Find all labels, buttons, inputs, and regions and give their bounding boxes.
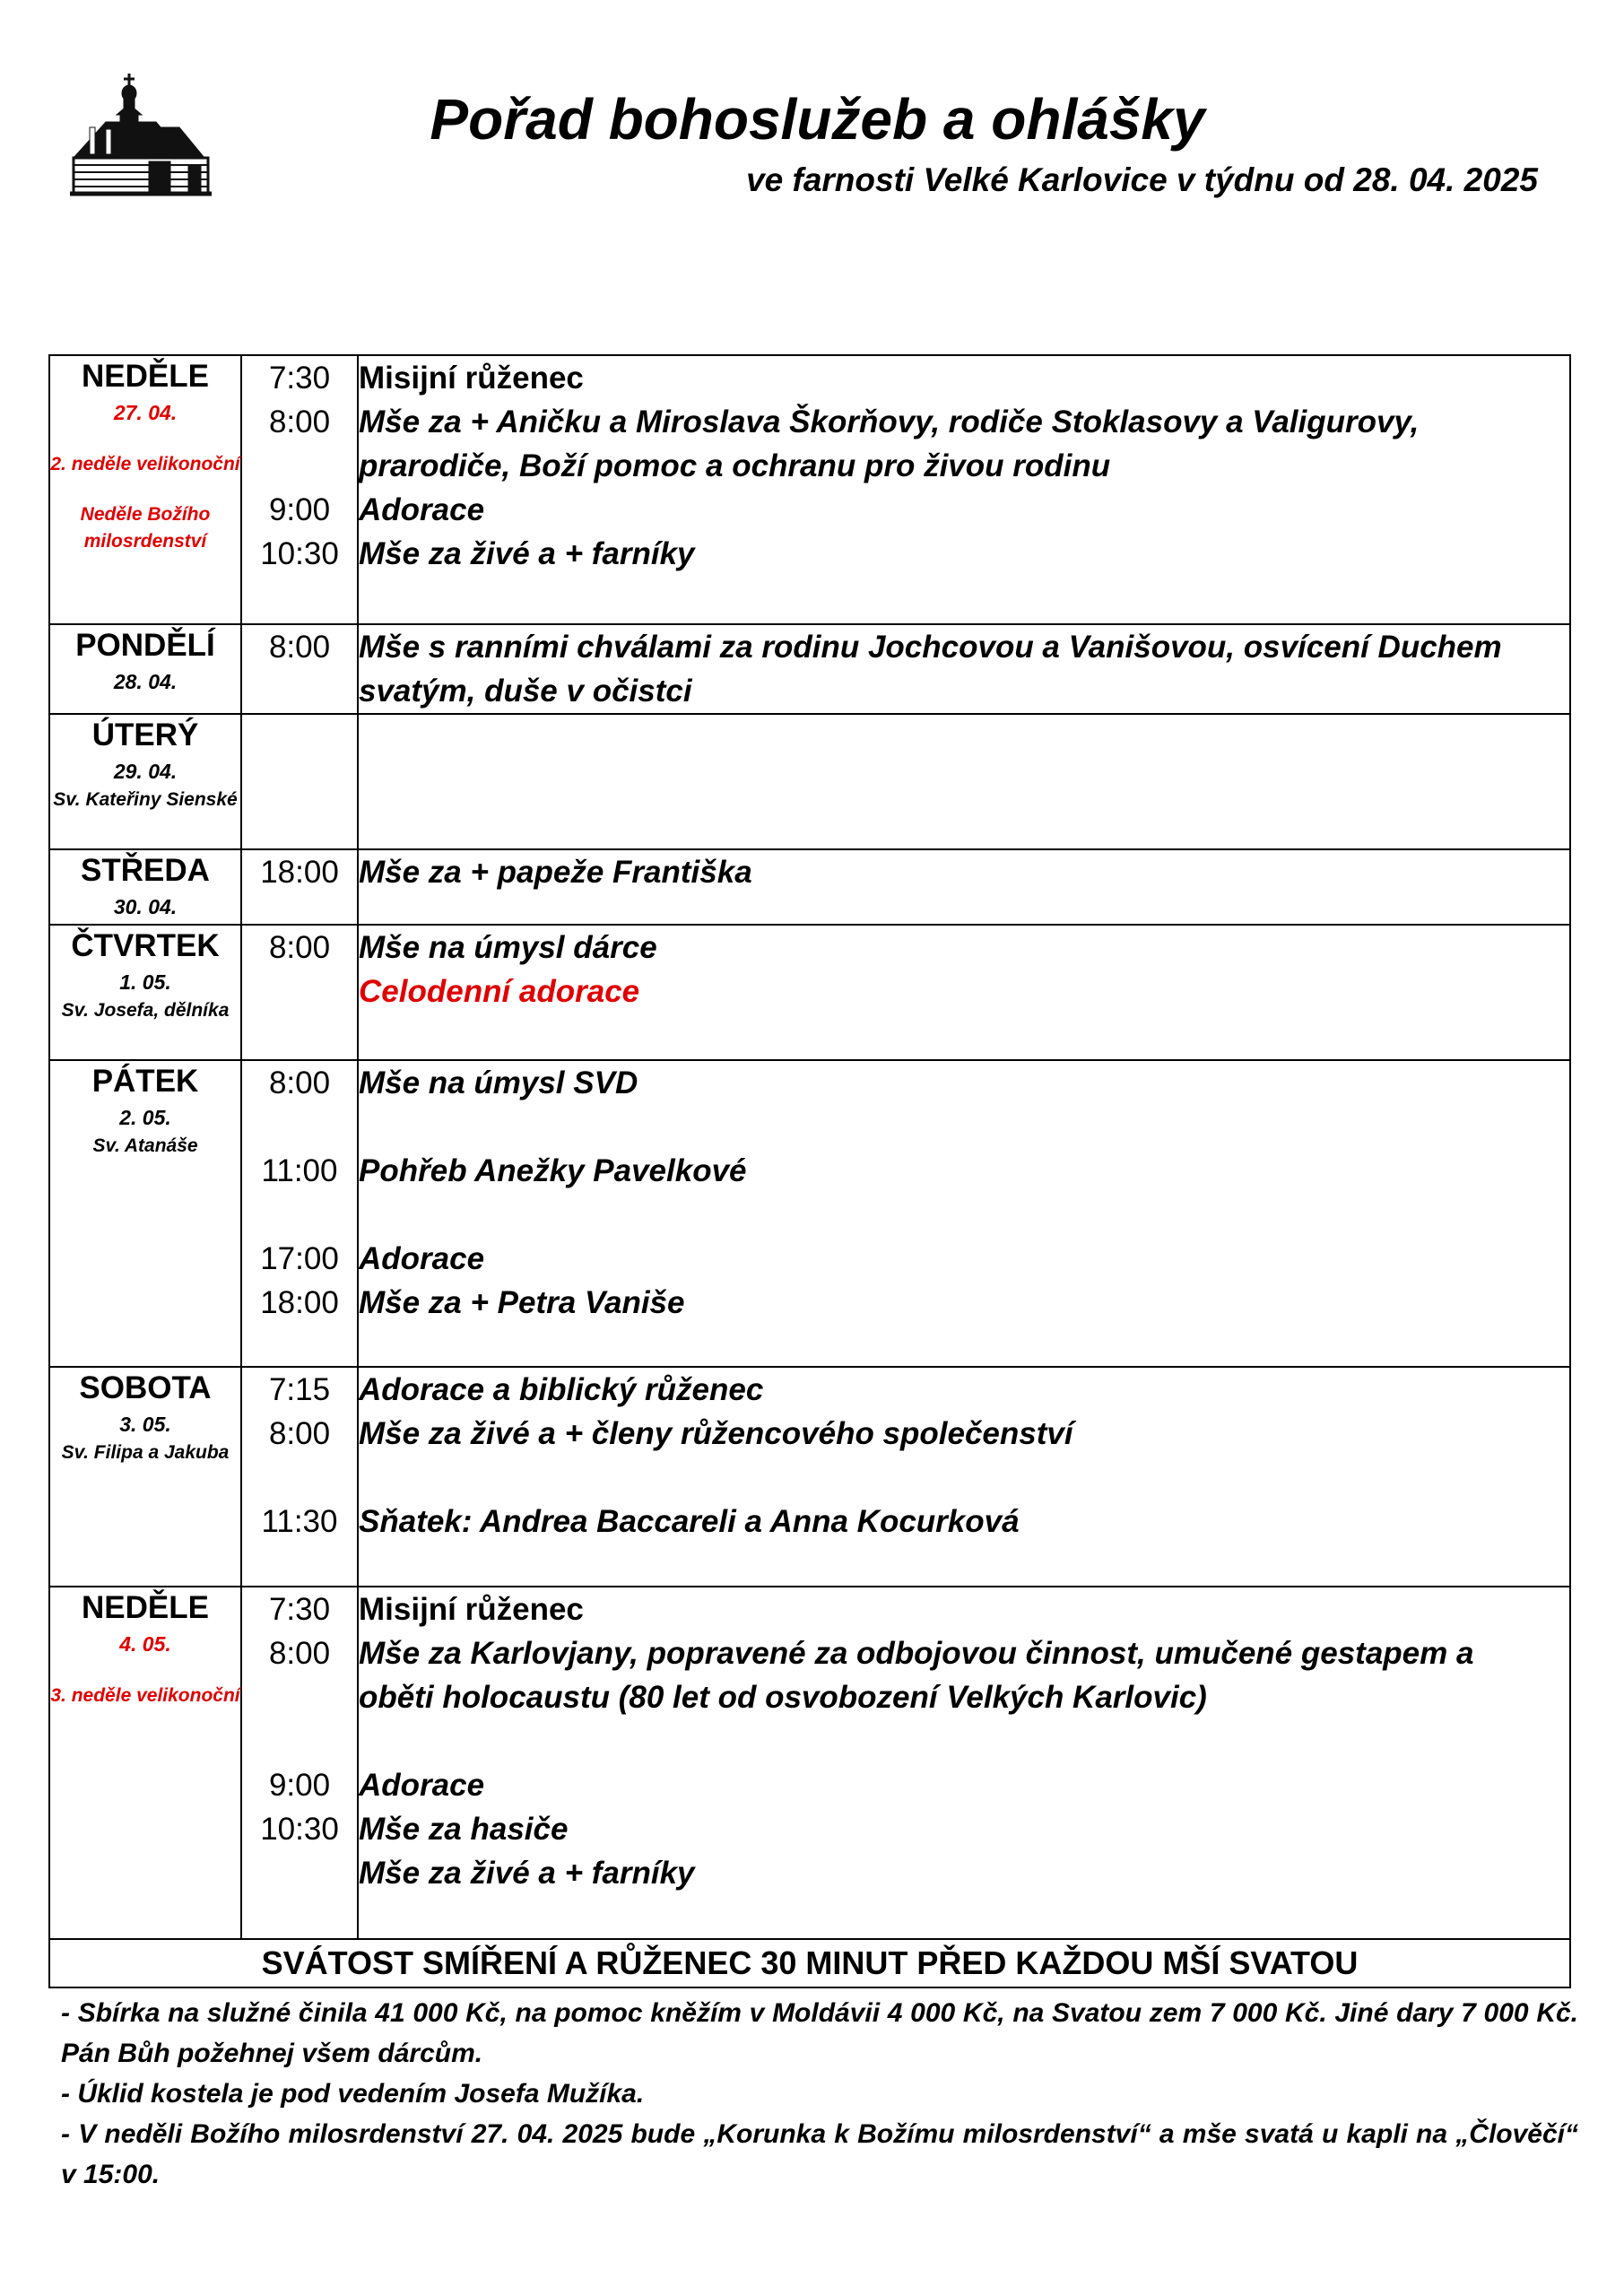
service-description: Adorace	[359, 1768, 485, 1803]
announcements	[61, 1993, 1578, 2195]
day-date: 29. 04.	[113, 760, 178, 783]
service-time: 8:00	[268, 1416, 331, 1451]
service-time: 8:00	[268, 1065, 331, 1100]
day-date: 2. 05.	[119, 1106, 171, 1129]
day-feast-note: 3. neděle velikonoční	[50, 1685, 240, 1706]
events-cell	[358, 925, 1570, 1060]
events-cell	[358, 849, 1570, 925]
day-row	[49, 1587, 1570, 1939]
service-time: 18:00	[260, 1285, 339, 1320]
service-time: 10:30	[260, 536, 339, 571]
day-cell	[49, 1587, 241, 1939]
day-name: NEDĚLE	[82, 359, 209, 394]
service-time: 9:00	[268, 1768, 331, 1803]
events-cell	[358, 714, 1570, 849]
day-date: 1. 05.	[119, 970, 171, 994]
service-description: prarodiče, Boží pomoc a ochranu pro živou rodinu	[359, 448, 1111, 483]
day-cell	[49, 624, 241, 714]
service-time: 9:00	[268, 492, 331, 527]
times-cell	[241, 624, 358, 714]
spacer	[50, 478, 240, 501]
events-cell	[358, 1587, 1570, 1939]
service-description: Mše s ranními chválami za rodinu Jochcovou a Vanišovou, osvícení Duchem	[359, 630, 1502, 665]
day-cell	[49, 925, 241, 1060]
day-row	[49, 1060, 1570, 1367]
times-cell	[241, 714, 358, 849]
day-row	[49, 925, 1570, 1060]
service-description: Adorace	[359, 492, 485, 527]
events-cell	[358, 355, 1570, 624]
spacer	[242, 1675, 357, 1719]
times-cell	[241, 849, 358, 925]
service-time: 17:00	[260, 1241, 339, 1276]
spacer	[50, 428, 240, 451]
spacer	[242, 1456, 357, 1500]
day-name: SOBOTA	[79, 1370, 212, 1405]
service-time: 8:00	[268, 404, 331, 439]
service-time: 11:30	[261, 1504, 338, 1539]
service-description: Mše za + Petra Vaniše	[359, 1285, 685, 1320]
day-row	[49, 714, 1570, 849]
day-cell	[49, 1367, 241, 1587]
service-description: Mše za živé a + farníky	[359, 1856, 695, 1891]
service-description: Mše za hasiče	[359, 1812, 569, 1847]
spacer	[242, 1193, 357, 1237]
day-date: 27. 04.	[113, 401, 178, 424]
day-name: ÚTERÝ	[91, 718, 199, 752]
events-cell	[358, 624, 1570, 714]
announcement-cleaning: - Úklid kostela je pod vedením Josefa Mužíka.	[61, 2079, 645, 2109]
day-feast-note: Sv. Kateřiny Sienské	[53, 789, 238, 810]
day-name: PÁTEK	[91, 1064, 199, 1099]
day-feast-note: 2. neděle velikonoční	[50, 454, 240, 474]
day-date: 28. 04.	[113, 670, 178, 693]
spacer	[359, 1193, 1569, 1237]
service-time: 8:00	[268, 930, 331, 965]
day-name: NEDĚLE	[82, 1590, 209, 1625]
service-time: 11:00	[261, 1153, 338, 1188]
page-subtitle: ve farnosti Velké Karlovice v týdnu od 28. 04. 2025	[746, 161, 1538, 198]
day-cell	[49, 355, 241, 624]
spacer	[242, 1105, 357, 1149]
day-row	[49, 1367, 1570, 1587]
spacer	[359, 1105, 1569, 1149]
service-time: 7:15	[268, 1372, 331, 1407]
page-title: Pořad bohoslužeb a ohlášky	[430, 87, 1205, 152]
day-cell	[49, 714, 241, 849]
times-cell	[241, 1367, 358, 1587]
times-cell	[241, 1060, 358, 1367]
day-row	[49, 849, 1570, 925]
day-row	[49, 355, 1570, 624]
announcement-collection: - Sbírka na služné činila 41 000 Kč, na pomoc kněžím v Moldávii 4 000 Kč, na Svatou zem 7 000 Kč. Jiné dary 7 000 Kč. Pán Bůh požehnej všem dárcům.	[61, 1998, 1578, 2068]
day-cell	[49, 1060, 241, 1367]
service-description: oběti holocaustu (80 let od osvobození Velkých Karlovic)	[359, 1680, 1207, 1715]
day-name: ČTVRTEK	[71, 928, 220, 963]
service-time: 10:30	[260, 1812, 339, 1847]
spacer	[50, 1659, 240, 1683]
day-row	[49, 624, 1570, 714]
day-cell	[49, 849, 241, 925]
day-date: 30. 04.	[113, 895, 178, 918]
service-time: 7:30	[268, 361, 331, 396]
day-feast-note: Neděle Božího milosrdenství	[80, 504, 211, 552]
spacer	[359, 1719, 1569, 1763]
service-time: 18:00	[260, 855, 339, 890]
service-description: Adorace	[359, 1241, 485, 1276]
events-cell	[358, 1367, 1570, 1587]
spacer	[242, 444, 357, 488]
spacer	[359, 1456, 1569, 1500]
service-description: Mše za živé a + farníky	[359, 536, 695, 571]
schedule-table	[48, 354, 1571, 1988]
service-description: Misijní růženec	[359, 361, 584, 396]
service-description: Mše za + papeže Františka	[359, 855, 752, 890]
day-name: PONDĚLÍ	[75, 628, 215, 663]
announcement-divine-mercy: - V neděli Božího milosrdenství 27. 04. 2025 bude „Korunka k Božímu milosrdenství“ a mše svatá u kapli na „Člověčí“ v 15:00.	[61, 2119, 1578, 2189]
spacer	[242, 1851, 357, 1895]
events-cell	[358, 1060, 1570, 1367]
footer-row	[49, 1939, 1570, 1987]
spacer	[242, 1719, 357, 1763]
service-description: Adorace a biblický růženec	[359, 1372, 764, 1407]
service-time: 7:30	[268, 1592, 331, 1627]
service-time: 8:00	[268, 1636, 331, 1671]
service-description: Misijní růženec	[359, 1592, 584, 1627]
confession-rosary-note: SVÁTOST SMÍŘENÍ A RŮŽENEC 30 MINUT PŘED KAŽDOU MŠÍ SVATOU	[49, 1939, 1570, 1987]
day-feast-note: Sv. Filipa a Jakuba	[61, 1442, 230, 1463]
day-date: 3. 05.	[119, 1413, 171, 1436]
day-name: STŘEDA	[81, 853, 210, 888]
service-description: Mše na úmysl SVD	[359, 1065, 638, 1100]
service-description: Pohřeb Anežky Pavelkové	[359, 1153, 747, 1188]
day-date: 4. 05.	[119, 1632, 171, 1656]
service-time: 8:00	[268, 630, 331, 665]
service-description: Mše za + Aničku a Miroslava Škorňovy, rodiče Stoklasovy a Valigurovy,	[359, 404, 1420, 439]
times-cell	[241, 925, 358, 1060]
service-description: Mše na úmysl dárce	[359, 930, 657, 965]
service-description: Celodenní adorace	[359, 974, 640, 1009]
service-description: Mše za Karlovjany, popravené za odbojovou činnost, umučené gestapem a	[359, 1636, 1474, 1671]
day-feast-note: Sv. Atanáše	[92, 1135, 198, 1156]
times-cell	[241, 355, 358, 624]
day-feast-note: Sv. Josefa, dělníka	[61, 1000, 230, 1021]
times-cell	[241, 1587, 358, 1939]
service-description: svatým, duše v očistci	[359, 674, 692, 709]
service-description: Sňatek: Andrea Baccareli a Anna Kocurková	[359, 1504, 1020, 1539]
service-description: Mše za živé a + členy růžencového společenství	[359, 1416, 1073, 1451]
